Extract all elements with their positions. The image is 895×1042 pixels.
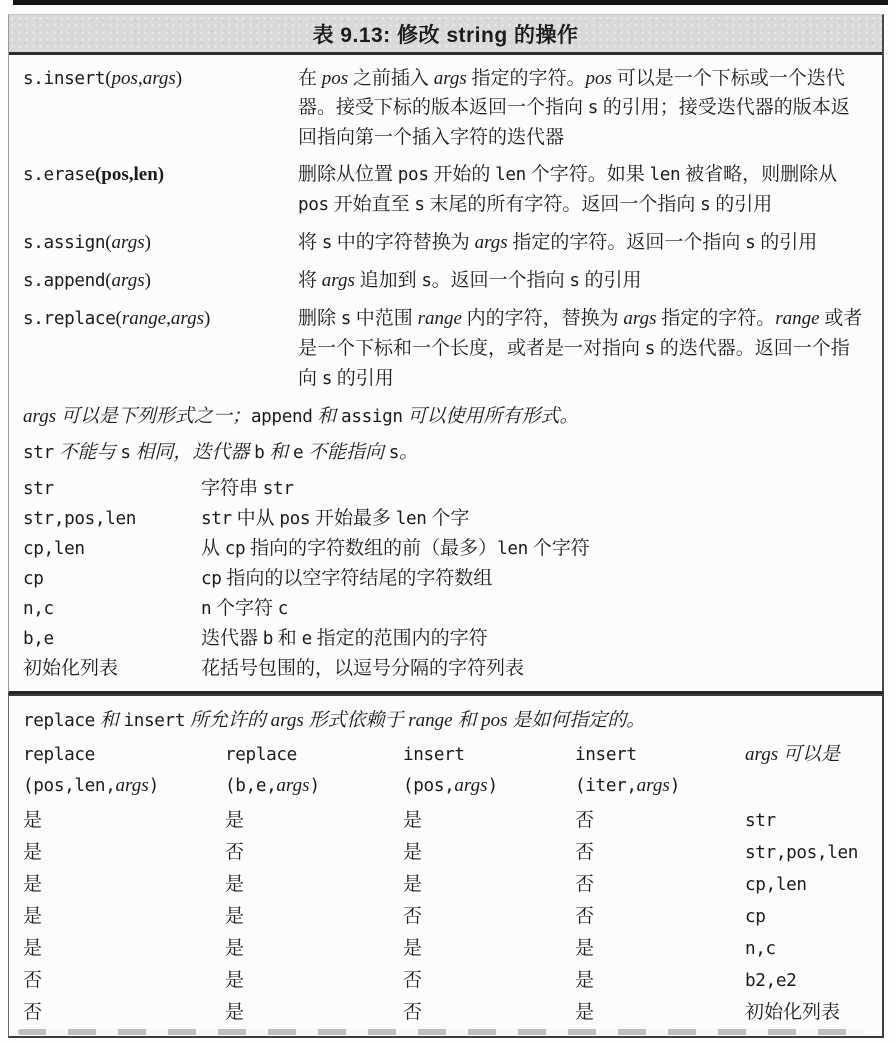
arg-form-desc: 从 cp 指向的字符数组的前（最多）len 个字符 xyxy=(201,538,590,559)
arg-form-row xyxy=(23,534,868,564)
matrix-cell: 是 xyxy=(225,938,245,959)
matrix-cell: 否 xyxy=(575,906,595,927)
matrix-cell: 是 xyxy=(225,970,245,991)
matrix-cell: 是 xyxy=(23,874,43,895)
matrix-row xyxy=(23,997,868,1028)
matrix-row xyxy=(23,965,868,997)
operation-call: s.replace(range,args) xyxy=(23,308,211,329)
matrix-cell: 是 xyxy=(575,938,595,959)
arg-form-row xyxy=(23,474,868,504)
matrix-signature-cell: (b,e,args) xyxy=(225,775,320,796)
matrix-cell: 是 xyxy=(575,1002,595,1023)
operation-desc: 在 pos 之前插入 args 指定的字符。pos 可以是一个下标或一个迭代器。接受下标的版本返回一个指向 s 的引用；接受迭代器的版本返回指向第一个插入字符的迭代器 xyxy=(298,68,850,148)
matrix-cell: 是 xyxy=(403,842,423,863)
arg-form-row xyxy=(23,564,868,594)
matrix-cell: 否 xyxy=(23,970,43,991)
notes-list xyxy=(23,402,868,468)
operation-call: s.assign(args) xyxy=(23,232,151,253)
args-note: str 不能与 s 相同，迭代器 b 和 e 不能指向 s。 xyxy=(23,442,419,463)
matrix-header-cell: args 可以是 xyxy=(745,744,840,765)
matrix-header-cell: insert xyxy=(575,745,637,765)
matrix-cell: 是 xyxy=(403,938,423,959)
operation-desc: 将 s 中的字符替换为 args 指定的字符。返回一个指向 s 的引用 xyxy=(298,232,818,253)
arg-form: b,e xyxy=(23,629,54,649)
arg-form-row xyxy=(23,594,868,624)
matrix-cell: 否 xyxy=(575,874,595,895)
matrix-cell: 否 xyxy=(403,970,423,991)
matrix-cell: 是 xyxy=(23,906,43,927)
matrix-row xyxy=(23,933,868,965)
matrix-row xyxy=(23,805,868,837)
operation-row xyxy=(23,228,868,258)
operation-row xyxy=(23,64,868,152)
arg-form-row xyxy=(23,624,868,654)
operation-row xyxy=(23,266,868,296)
operations-list xyxy=(23,64,868,394)
matrix-cell: 否 xyxy=(403,906,423,927)
matrix-cell: 否 xyxy=(575,810,595,831)
matrix-cell: 初始化列表 xyxy=(745,1002,841,1023)
arg-form: cp,len xyxy=(23,539,85,559)
arg-form: 初始化列表 xyxy=(23,658,119,679)
matrix-row xyxy=(23,901,868,933)
table-9-13 xyxy=(8,14,884,694)
matrix-note: replace 和 insert 所允许的 args 形式依赖于 range 和 pos 是如何指定的。 xyxy=(23,710,646,731)
matrix-cell: 否 xyxy=(225,842,245,863)
matrix-cell: 是 xyxy=(403,874,423,895)
matrix-cell: 是 xyxy=(23,842,43,863)
matrix-header-cell: insert xyxy=(403,745,465,765)
arg-form: n,c xyxy=(23,599,54,619)
arg-forms-list xyxy=(23,474,868,683)
operation-row xyxy=(23,160,868,220)
matrix-row xyxy=(23,869,868,901)
arg-form-desc: 迭代器 b 和 e 指定的范围内的字符 xyxy=(201,628,488,649)
matrix-cell: 是 xyxy=(575,970,595,991)
operation-desc: 删除从位置 pos 开始的 len 个字符。如果 len 被省略，则删除从 pos 开始直至 s 末尾的所有字符。返回一个指向 s 的引用 xyxy=(298,164,838,215)
operation-call: s.append(args) xyxy=(23,270,151,291)
replace-insert-matrix xyxy=(8,694,884,1038)
matrix-cell: 是 xyxy=(225,874,245,895)
matrix-cell: 否 xyxy=(403,1002,423,1023)
matrix-cell: 否 xyxy=(575,842,595,863)
matrix-cell: 否 xyxy=(23,1002,43,1023)
matrix-cell: 是 xyxy=(23,938,43,959)
arg-form-desc: 字符串 str xyxy=(201,478,294,499)
matrix-row xyxy=(23,837,868,869)
matrix-signature-cell xyxy=(745,770,868,802)
matrix-cell: n,c xyxy=(745,939,776,959)
arg-form-desc: n 个字符 c xyxy=(201,598,289,619)
matrix-header-cell: replace xyxy=(23,745,95,765)
arg-form: cp xyxy=(23,569,44,589)
arg-form-row xyxy=(23,654,868,683)
operation-desc: 删除 s 中范围 range 内的字符，替换为 args 指定的字符。range 或者是一个下标和一个长度，或者是一对指向 s 的迭代器。返回一个指向 s 的引用 xyxy=(298,308,863,389)
arg-form-desc: str 中从 pos 开始最多 len 个字 xyxy=(201,508,470,529)
matrix-rows xyxy=(23,805,868,1028)
matrix-cell: 是 xyxy=(225,906,245,927)
matrix-header-names xyxy=(23,740,868,770)
matrix-cell: cp,len xyxy=(745,875,807,895)
arg-form-desc: cp 指向的以空字符结尾的字符数组 xyxy=(201,568,493,589)
arg-form: str xyxy=(23,479,54,499)
matrix-cell: 是 xyxy=(225,810,245,831)
matrix-cell: 是 xyxy=(23,810,43,831)
arg-form-row xyxy=(23,504,868,534)
arg-form-desc: 花括号包围的，以逗号分隔的字符列表 xyxy=(201,658,525,679)
page-top-rule xyxy=(13,0,888,5)
matrix-signature-cell: (iter,args) xyxy=(575,775,681,796)
matrix-header-signatures xyxy=(23,770,868,802)
scan-artifact xyxy=(18,1029,864,1035)
matrix-cell: b2,e2 xyxy=(745,971,797,991)
matrix-cell: cp xyxy=(745,907,766,927)
operation-row xyxy=(23,304,868,394)
matrix-cell: str xyxy=(745,811,776,831)
table-title: 表 9.13: 修改 string 的操作 xyxy=(9,15,882,55)
operation-call: s.erase(pos,len) xyxy=(23,164,165,185)
matrix-signature-cell: (pos,len,args) xyxy=(23,775,159,796)
operation-call: s.insert(pos,args) xyxy=(23,68,183,89)
matrix-cell: 是 xyxy=(225,1002,245,1023)
matrix-cell: 是 xyxy=(403,810,423,831)
matrix-cell: str,pos,len xyxy=(745,843,859,863)
table-body xyxy=(9,55,882,691)
matrix-signature-cell: (pos,args) xyxy=(403,775,498,796)
matrix-header-cell: replace xyxy=(225,745,297,765)
arg-form: str,pos,len xyxy=(23,509,137,529)
operation-desc: 将 args 追加到 s。返回一个指向 s 的引用 xyxy=(298,270,642,291)
args-note: args 可以是下列形式之一；append 和 assign 可以使用所有形式。 xyxy=(23,406,579,427)
